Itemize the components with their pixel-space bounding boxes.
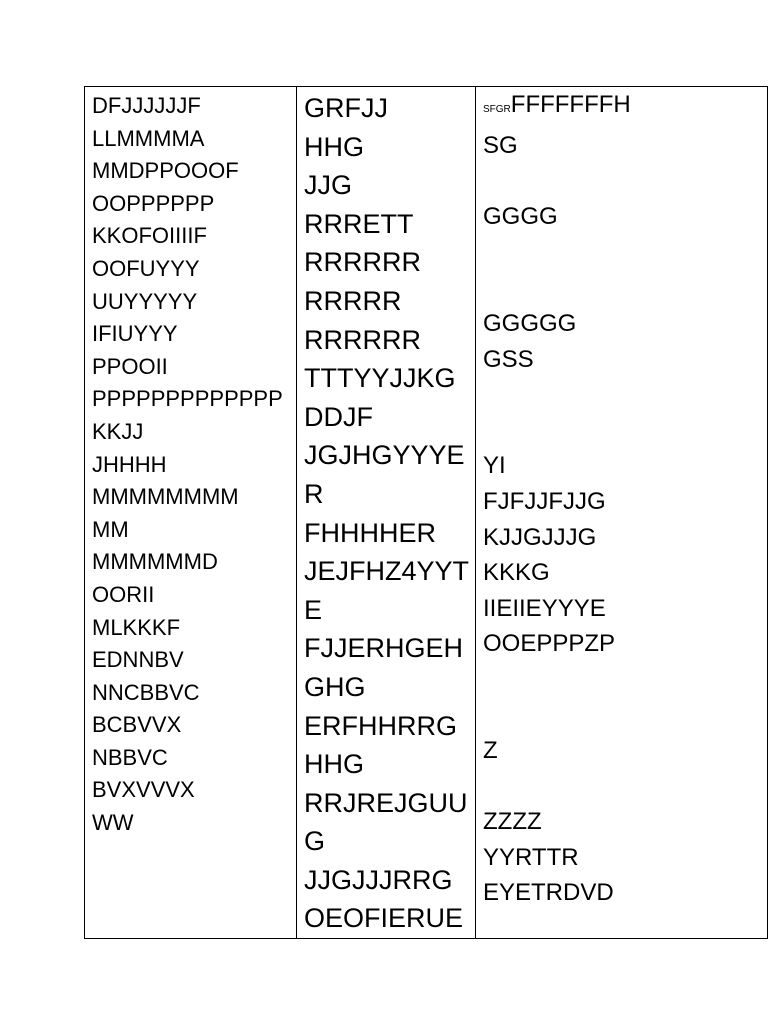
text-line: [483, 413, 767, 449]
text-line: JJG: [304, 170, 353, 201]
text-line: MMMMMMMM: [92, 484, 239, 510]
text-line: OOFUYYY: [92, 255, 200, 281]
text-line: UUYYYYY: [92, 288, 198, 314]
text-line: DDJF: [304, 401, 373, 432]
text-line: OEOFIERUE: [304, 903, 464, 934]
text-line: MLKKKF: [92, 614, 181, 640]
text-line: YI: [483, 452, 506, 480]
text-line: LLMMMMA: [92, 125, 205, 151]
text-line: E: [304, 594, 323, 625]
text-line: IFIUYYY: [92, 321, 178, 347]
small-prefix-text: SFGR: [483, 104, 511, 115]
text-line: TTTYYJJKG: [304, 363, 456, 394]
text-line: [483, 164, 767, 200]
text-line: [483, 698, 767, 734]
text-line: KJJGJJJG: [483, 523, 597, 551]
text-line: G: [304, 826, 326, 857]
text-line: [483, 377, 767, 413]
text-line: SG: [483, 132, 518, 159]
text-line: NBBVC: [92, 744, 168, 770]
text-line: MMDPPOOOF: [92, 158, 239, 184]
text-line: GGGG: [483, 203, 558, 231]
text-line: YYRTTR: [483, 843, 579, 871]
text-line: Z: [483, 737, 498, 765]
text-line: BCBVVX: [92, 712, 182, 738]
text-line: OOEPPPZP: [483, 630, 616, 658]
column-2-text: [297, 87, 475, 938]
text-line: DFJJJJJJF: [92, 93, 201, 118]
text-line: NNCBBVC: [92, 679, 200, 705]
text-line: FJFJJFJJG: [483, 487, 606, 515]
text-line: GHG: [304, 671, 366, 702]
text-line: RRRRR: [304, 285, 402, 316]
text-line: EDNNBV: [92, 647, 184, 673]
text-line: PPPPPPPPPPPPP: [92, 386, 283, 412]
text-line: [483, 235, 767, 271]
text-line: ZZZZ: [483, 808, 542, 836]
text-line: IIEIIEYYYE: [483, 594, 606, 622]
text-line: MM: [92, 516, 129, 542]
text-line: [483, 769, 767, 805]
text-line: PPOOII: [92, 353, 168, 379]
text-line: EYETRDVD: [483, 879, 614, 907]
text-line: FHHHHER: [304, 517, 436, 548]
text-line: RRRETT: [304, 208, 414, 239]
text-line: FJJERHGEH: [304, 633, 464, 664]
line-main-text: FFFFFFFH: [510, 91, 631, 118]
text-line: RRRRRR: [304, 247, 421, 278]
text-line: JGJHGYYYE: [304, 440, 465, 471]
text-line: OOPPPPPP: [92, 190, 215, 216]
table-cell-column-3: [476, 87, 768, 939]
text-line: GGGGG: [483, 309, 577, 337]
text-line: [483, 662, 767, 698]
text-line: JEJFHZ4YYT: [304, 556, 470, 587]
column-3-text: [476, 87, 767, 911]
text-line: MMMMMMD: [92, 549, 218, 575]
text-line: [483, 87, 767, 128]
text-line: HHG: [304, 749, 364, 780]
text-line: JHHHH: [92, 451, 167, 477]
text-line: KKOFOIIIIF: [92, 223, 207, 249]
text-line: GSS: [483, 345, 534, 373]
text-line: KKJJ: [92, 418, 144, 444]
table-cell-column-2: [297, 87, 476, 939]
text-line: OORII: [92, 581, 155, 607]
text-line: RRJREJGUU: [304, 787, 468, 818]
text-line: HHG: [304, 131, 364, 162]
text-line: WW: [92, 810, 134, 836]
text-line: RRRRRR: [304, 324, 421, 355]
table-row: [85, 87, 768, 939]
text-table: [84, 86, 768, 939]
column-1-text: [85, 87, 296, 840]
table-cell-column-1: [85, 87, 297, 939]
text-line: JJGJJJRRG: [304, 864, 453, 895]
text-line: KKKG: [483, 559, 550, 587]
text-line: ERFHHRRG: [304, 710, 457, 741]
text-line: BVXVVVX: [92, 777, 195, 803]
text-line: [483, 270, 767, 306]
text-line: R: [304, 478, 324, 509]
text-line: GRFJJ: [304, 93, 388, 123]
